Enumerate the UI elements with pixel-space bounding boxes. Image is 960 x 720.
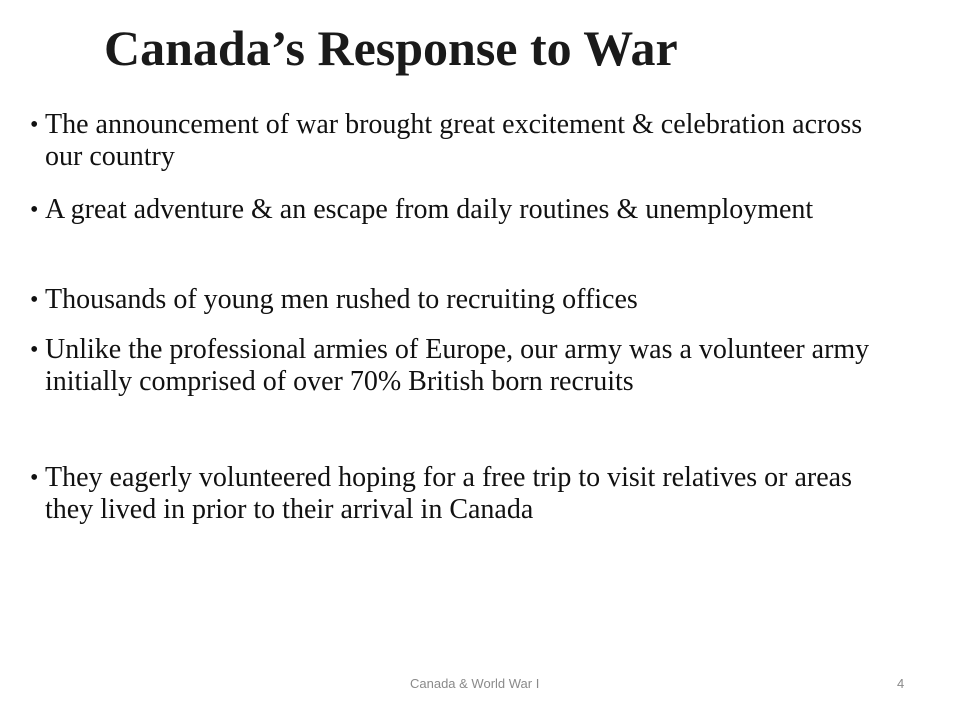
bullet-item	[30, 194, 880, 226]
bullet-item	[30, 462, 880, 526]
bullet-text: A great adventure & an escape from daily routines & unemployment	[45, 194, 814, 225]
bullet-dot-icon: •	[30, 287, 39, 313]
bullet-dot-icon: •	[30, 465, 39, 491]
bullet-text: The announcement of war brought great excitement & celebration across our country	[45, 109, 863, 172]
bullet-item	[30, 284, 880, 316]
slide-title: Canada’s Response to War	[104, 20, 678, 76]
bullet-dot-icon: •	[30, 337, 39, 363]
bullet-text: Unlike the professional armies of Europe, our army was a volunteer army initially comprised of over 70% British born recruits	[45, 334, 870, 397]
slide-number: 4	[897, 676, 905, 691]
bullet-item	[30, 109, 880, 173]
bullet-text: Thousands of young men rushed to recruiting offices	[45, 284, 638, 315]
bullet-dot-icon: •	[30, 197, 39, 223]
footer-title: Canada & World War I	[410, 676, 540, 691]
bullet-item	[30, 334, 880, 398]
bullet-dot-icon: •	[30, 112, 39, 138]
bullet-text: They eagerly volunteered hoping for a free trip to visit relatives or areas they lived in prior to their arrival in Canada	[45, 462, 853, 525]
